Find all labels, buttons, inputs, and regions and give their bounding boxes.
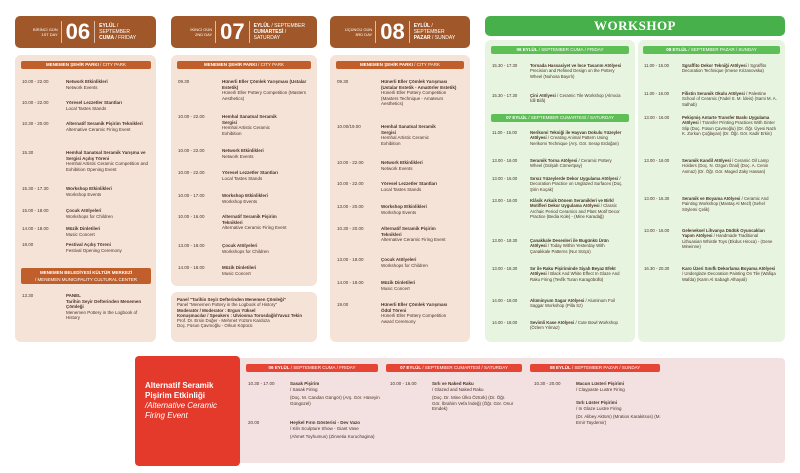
venue-name-en: / MENEMEN MUNICIPALITY CULTURAL CENTER [34,277,138,282]
panel-info-box [171,292,317,342]
panel-label: PANEL [66,293,81,298]
event-title: Tarihin Seyir Defterinden Menemen Çömleği [66,298,142,310]
event-title-en: / In Glaze Lustre Firing [576,405,622,411]
event-time: 14.00 - 18.00 [22,226,49,231]
day-ordinal-en: 1ST DAY [41,32,58,37]
event-time: 10.00 - 22.00 [178,114,205,119]
event-time: 13.00 - 16.00 [644,115,670,120]
weekday-en: / SATURDAY [253,29,287,41]
weekday-en: / FRIDAY [115,35,137,41]
workshop-day-bar [491,46,629,54]
event-title: Yöresel Lezzetler Stantları [66,100,123,105]
venue-bar [21,61,151,69]
event-time: 14.00 - 18.00 [337,280,364,285]
event-time: 16.30 - 20.30 [644,266,670,271]
event-time: 15.30 - 17.30 [22,186,49,191]
event-title: Pekişmiş Antarte Transfer Baskı Uygulama Atölyesi [682,115,770,126]
event-title-en: / Transfer Printing Practices With Sinter Slip (Doç. Füsun Çavmoğlu) (Dr. Öğr. Üyesi Nazlı K. Zorkun Çoğlayan) (Dr. Öğr. Gör. Kadir Erkin) [682,120,777,136]
event-time: 10.00 - 22.00 [337,160,364,165]
event-title: Geleneksel Lihvanya Düdük Oyuncakları Yapım Atölyesi [682,228,765,239]
day-number: 08 [375,21,409,43]
weekday-en: / SUNDAY [431,35,456,41]
day-ordinal: İKİNCİ GÜN [190,27,213,32]
event-time: 11.00 - 15.00 [644,63,670,68]
bar-day: / SEPTEMBER PAZAR [688,47,735,52]
bar-day: / SEPTEMBER CUMARTESİ [422,365,481,370]
event-time: 15.30 [22,150,34,155]
event-title: Seramik Kandil Atölyesi [682,158,731,163]
event-title-en: / Decoration Practice on Unglazed Surfaces (Doç. Şirin Koçak) [530,176,623,192]
panel-title-en: Panel "Menemen Pottery in the Logbook of History" [177,302,278,308]
event-title: Festival Açılış Töreni [66,242,111,247]
event-title-en: / Claypaste Lustre Firing [576,386,625,392]
event-time: 13.00 - 16.00 [644,228,670,233]
month-en: / SEPTEMBER [413,23,445,35]
bar-day-en: / FRIDAY [336,365,356,370]
event-title: Workshop Etkinlikleri [222,193,268,198]
event-title-en: Precision and Refined Design on the Pottery Wheel (Nuhosa Bayırlı) [530,68,615,79]
venue-name: MENEMEN ŞEHİR PARKI [45,62,99,67]
event-time: 10.00 - 22.00 [22,79,49,84]
event-time: 10.00/19.00 [337,124,361,129]
day-number: 06 [61,21,95,43]
event-title: Network Etkinlikleri [222,148,264,153]
weekday: CUMARTESİ [253,29,284,35]
event-title: Sırsız Yüzeylerde Dekor Uygulama Atölyesi [530,176,619,181]
event-title: Çocuk Atölyeleri [66,208,102,213]
event-title: Hünerli Eller Çömlek Yarışması (Ustalar Estetik) [222,79,307,90]
event-title-en: Alternative Ceramic Firing Event [381,237,446,243]
event-title: Müzik Dinletileri [381,280,416,285]
event-title-en: / Cute Bowl Workshop (Özlem Yılmaz) [530,320,618,331]
event-title-en: Alternative Ceramic Firing Event [222,225,287,231]
event-title-en: Workshop Events [222,198,258,204]
event-time: 15.30 - 17.30 [492,93,518,98]
venue-name: MENEMEN ŞEHİR PARKI [359,62,413,67]
event-time: 13.00 - 16.00 [492,158,518,163]
event-title-en: Workshop Events [381,209,417,215]
event-time: 13.00 - 16.30 [644,196,670,201]
section-title: Pişirim Etkinliği [145,391,206,400]
venue-name-en: / CITY PARK [414,62,441,67]
event-title-en: Workshops for Children [381,262,428,268]
event-time: 13.00 - 16.00 [492,198,518,203]
bar-day: / SEPTEMBER CUMA [538,47,584,52]
event-time: 15.00 - 18.00 [22,208,49,213]
event-title-en: Music Concert [381,285,410,291]
day-ordinal: ÜÇÜNCÜ GÜN [344,27,373,32]
event-title-en: / Palestine School of Ceramic (Fadel S. M. İdeis) (Sami M. A. Salhab) [682,91,777,107]
venue-name-en: / CITY PARK [258,62,285,67]
firing-day-bar [246,364,378,372]
event-title-en: / Ceramic And Painting Workshop (Mantaş Al Mezl) (Sehel Söylemi Çelik) [682,196,769,212]
event-title: Sgraffito Dekor Tekniği Atölyesi [682,63,747,68]
month-en: / SEPTEMBER [99,23,130,35]
event-title: Çini Atölyesi [530,93,556,98]
event-title-en: Alternative Ceramic Firing Event [66,126,131,132]
day-header-2 [171,16,317,48]
event-time: 09.30 [178,79,190,84]
event-title: Klâsik Arkaik Dönem Seramikleri ve Birkl Motifleri Dekor Uygulama Atölyesi [530,198,614,209]
event-title: Sırlı ve Naked Raku [432,381,474,386]
event-title: Tornada Hassasiyet ve İnce Tasarım Atölyesi [530,63,622,68]
venue-name: MENEMEN BELEDİYESİ KÜLTÜR MERKEZİ [40,269,132,275]
event-title: Alternatif Seramik Pişirim Teknikleri [222,214,277,225]
event-title-en: / Sasak Firing [290,386,318,392]
event-time: 13.30 [22,293,34,298]
event-time: 10.00 - 22.00 [337,181,364,186]
event-time: 14.00 - 18.00 [492,298,518,303]
section-title-en: Firing Event [145,411,188,420]
bar-day: / SEPTEMBER PAZAR [571,365,619,370]
section-title: Alternatif Seramik [145,381,214,390]
event-title: Yöresel Lezzetler Stantları [381,181,438,186]
venue-bar [336,61,464,69]
event-title-en: Music Concert [66,231,95,237]
day-ordinal-en: 2ND DAY [195,32,213,37]
event-title-en: / Kiln Sculpture Show - Giant Vase [290,425,359,431]
bar-date: 07 EYLÜL [400,365,422,370]
event-people: (Dr. Alibey Aktüm) (Mratios Karakitsos) (M. Emir Taydemir) [576,414,661,425]
month: EYLÜL [413,23,431,29]
event-title: Sırlı Lüster Pişirimi [576,400,618,405]
event-title: Workshop Etkinlikleri [381,204,427,209]
event-title-en: Local Tastes Stands [222,175,263,181]
event-title-en: Local Tastes Stands [381,186,422,192]
event-people: (Doç. Dr. Mine Ülkü Öztürk) (Dr. Öğr. Gör. İbrahim Vefa İndeğ) (Öğr. Gör. Onur Emdek) [432,395,514,412]
workshop-title: WORKSHOP [485,16,785,36]
event-title-en: Music Concert [222,270,251,276]
section-title-en: /Alternative Ceramic [145,401,218,410]
event-title-en: / Classic Archaic Period Ceramics and Plant Motif Decor Practice (Bedia Kole) - (Mine Karadağ) [530,203,620,219]
event-title-en: Hünerli Eller Pottery Competition (Masters Technique - Amateurs Aesthetics) [381,90,447,107]
event-title-en: / Handmade Traditional Lithuanian Whistle Toys (Ekdus Hiroca) - (Gene Mineinne) [682,233,773,249]
event-title: Seramik ve Boyama Atölyesi [682,196,741,201]
event-title: Workshop Etkinlikleri [66,186,112,191]
event-title-en: Hünerli Eller Pottery Competition Award Ceremony [381,313,447,324]
event-title-en: Workshop Events [66,191,102,197]
event-title: Heykel Fırın Gösterisi - Dev Vazo [290,420,361,425]
event-time: 10.30 - 17.00 [248,381,275,386]
day-number: 07 [215,21,249,43]
event-title-en: Hünerli Eller Pottery Competition (Masters Aesthetics) [222,90,307,101]
event-title-en: / Ceramic Tile Workshop (Almıcia İdil Bilâ) [530,93,621,104]
event-title-en: / Glazed and Naked Raku [432,386,484,392]
event-time: 13.00 - 16.00 [644,158,670,163]
firing-day-bar [530,364,660,372]
event-title: Sasak Pişirim [290,381,320,386]
venue-name-en: / CITY PARK [100,62,127,67]
event-title-en: / Ceramic Pottery Wheel (Gülşah Cömertpay) [530,158,612,169]
event-time: 13.00 - 20.00 [337,204,364,209]
bar-day: / SEPTEMBER CUMARTESİ [528,115,587,120]
event-title: Hemhal Sanatsal Seramik Sergisi [381,124,436,135]
event-title-en: / Black And White Effect In Glaze And Raku Firing (Tevfik Turan Karagöbüllü) [530,271,620,282]
venue-name: MENEMEN ŞEHİR PARKI [203,62,257,67]
event-title: Network Etkinlikleri [381,160,423,165]
bar-day-en: / SATURDAY [587,115,614,120]
event-title: Alüminyum Sagar Atölyesi [530,298,585,303]
event-time: 18.00 [22,242,34,247]
event-time: 10.00 - 16.00 [178,214,205,219]
event-title-en: / Creating Animal Pattern Using Nerikomi Technique (Arş. Gör. Serap Erdoğan) [530,135,619,146]
event-time: 20.00 [248,420,260,425]
event-people: (Ahmet Toyhumus) (Zinnetia Kuruchagina) [290,434,375,440]
event-time: 13.00 - 18.30 [492,238,518,243]
day-ordinal: BİRİNCİ GÜN [32,27,58,32]
month: EYLÜL [99,23,116,29]
workshop-day-bar [643,46,780,54]
event-title-en: Hemhal Artistic Ceramic Exhibition [222,125,271,136]
event-title: Alternatif Seramik Pişirim Teknikleri [381,226,436,237]
event-title: Nerikomi Tekniği ile Hayvan Dokulu Yüzeyler Atölyesi [530,130,622,141]
event-title: Sevimli Kase Atölyesi [530,320,575,325]
bar-date: 06 EYLÜL [516,47,538,52]
event-title: Alternatif Seramik Pişirim Teknikleri [66,121,143,126]
event-title-en: Network Events [222,153,254,159]
bar-date: 08 EYLÜL [549,365,571,370]
weekday: PAZAR [413,35,431,41]
event-title: Çocuk Atölyeleri [222,243,258,248]
event-title-en: Hemhal Artistic Ceramic Exhibition [381,135,430,146]
workshop-day-bar [491,114,629,122]
bar-date: 07 EYLÜL [506,115,528,120]
panel-speakers-list: Prof. Dr. Ersin Doğer - Mehmet Yüzüm Kardoza [177,318,270,324]
workshop-panel-right [638,40,785,342]
event-title-en: / Underglaze Decoration Painting On Tile (Wafiqa Wafda) (Karm Al Sabagh Alhayali) [682,271,776,282]
event-time: 10.00 - 22.00 [22,100,49,105]
bar-date: 06 EYLÜL [268,365,290,370]
event-time: 10.30 - 20.00 [337,226,364,231]
event-title-en: Hemhal Artistic Ceramic Competition and Exhibition Opening Event [66,161,149,172]
event-time: 09.30 [337,79,349,84]
event-title-en: / Sgraffito Decoration Technique (Imese Krizanovska) [682,63,767,74]
event-title: Çocuk Atölyeleri [381,257,417,262]
event-time: 13.00 - 16.00 [492,176,518,181]
event-time: 19.00 [337,302,349,307]
event-title: Filistin Seramik Okulu Atölyesi [682,91,745,96]
event-title: Network Etkinlikleri [66,79,108,84]
day-header-1 [15,16,156,48]
firing-day-bar [386,364,522,372]
event-title-en: Network Events [66,84,98,90]
event-title-en: Festival Opening Ceremony [66,247,122,253]
event-time: 13.00 - 18.00 [337,257,364,262]
event-title-en: Local Tastes Stands [66,105,107,111]
weekday: CUMA [99,35,114,41]
alternative-firing-title-box [135,356,240,466]
event-title: Sır ile Raku Pişiriminde Siyah Beyaz Efekt Atölyesi [530,266,616,277]
day-ordinal-en: 3RD DAY [355,32,373,37]
event-title: Seramik Torna Atölyesi [530,158,578,163]
month: EYLÜL [253,23,270,29]
event-title: Hemhal Sanatsal Seramik Yarışma ve Sergisi Açılış Töreni [66,150,146,161]
event-time: 13.00 - 18.00 [178,243,205,248]
event-title-en: Workshops for Children [66,213,113,219]
event-title: Karo Üzeri Sınıflı Dekorlama Boyama Atölyesi [682,266,776,271]
bar-day-en: / SUNDAY [735,47,757,52]
event-time: 10.30 - 20.00 [22,121,49,126]
event-title-en: / Aluminum Foil Saggar Workshop (Pilla Sz) [530,298,615,309]
event-time: 10.00 - 16.00 [390,381,417,386]
venue-bar [177,61,311,69]
cultural-center-bar [21,268,151,284]
panel-speakers-list: Doç. Füsun Çavmoğlu - Orkun Köpücü [177,323,253,329]
bar-day: / SEPTEMBER CUMA [290,365,336,370]
event-time: 14.00 - 18.00 [178,265,205,270]
event-title: Macun Lüsteri Pişirimi [576,381,625,386]
event-title: Hemhal Sanatsal Seramik Sergisi [222,114,277,125]
event-title: Yöresel Lezzetler Stantları [222,170,279,175]
event-title: Hünerli Eller Çömlek Yarışması (Ustalar Estetik - Amatörler Estetik) [381,79,457,90]
event-time: 14.00 - 18.00 [492,320,518,325]
event-title: Müzik Dinletileri [222,265,257,270]
bar-day-en: / SATURDAY [481,365,508,370]
event-title: Çanakkale Desenleri ile Bugünkü Ürün Atölyesi [530,238,609,249]
event-time: 13.00 - 18.30 [492,266,518,271]
event-time: 15.30 - 17.30 [492,63,518,68]
event-people: (Doç. M. Candan Güngör) (Arş. Gör. Hüseyin Güngüzel) [290,395,380,406]
event-title-en: Network Events [381,165,413,171]
event-time: 11.00 - 16.00 [644,91,670,96]
panel-speakers: Konuşmacılar / Speakers : Ulviosma Torosdağlı/Yavuz Tekin [177,312,303,318]
event-title: Hünerli Eller Çömlek Yarışması Ödül Töreni [381,302,448,313]
event-time: 11.00 - 15.00 [492,130,518,135]
month-en: / SEPTEMBER [271,23,305,29]
panel-title: Panel "Tarihin Seyir Defterinden Menemen Çömleği" [177,297,286,302]
event-title-en: / Ceramic Oil Lamp Holders (Doç. N. Ozgun Önal) (Doç. A. Cenin Asmaz) (Dr. Öğr. Gör. Maged Zaky Hassan) [682,158,769,174]
bar-day-en: / FRIDAY [584,47,604,52]
event-time: 10.00 - 17.00 [178,193,205,198]
panel-moderator: Moderatör / Moderator : Ergun Yüksel [177,307,256,313]
event-title-en: Menemen Pottery in the Logbook of History [66,309,138,321]
bar-date: 08 EYLÜL [666,47,688,52]
day-header-3 [330,16,470,48]
event-title: Müzik Dinletileri [66,226,101,231]
event-time: 10.30 - 20.00 [534,381,561,386]
event-title-en: Workshops for Children [222,248,269,254]
bar-day-en: / SUNDAY [619,365,641,370]
event-time: 10.00 - 22.00 [178,170,205,175]
event-title-en: / Today Within Yesterday With Çanakkale Patterns (Nur Sütçü) [530,243,605,254]
event-time: 10.00 - 22.00 [178,148,205,153]
